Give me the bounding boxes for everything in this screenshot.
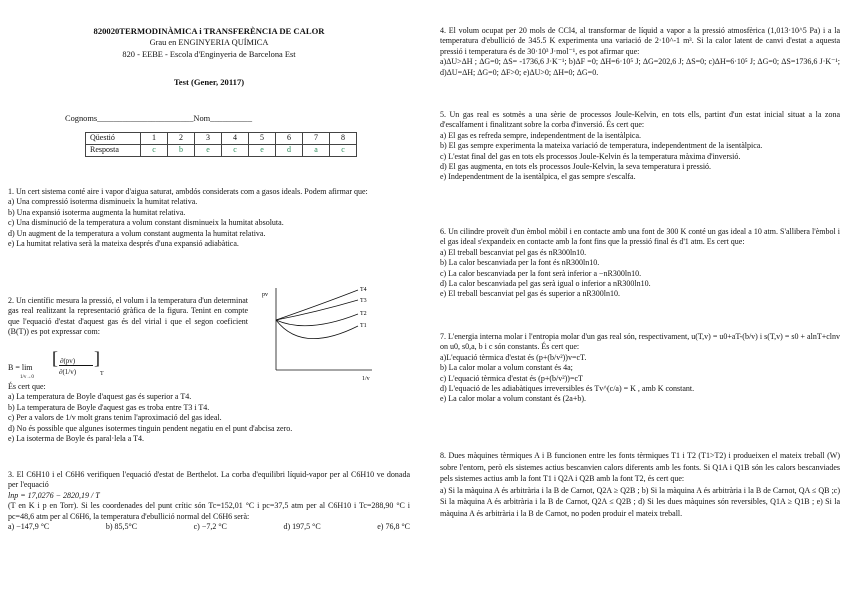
curve-label-T1: T1 bbox=[360, 323, 367, 329]
question-number: 2 bbox=[168, 133, 195, 145]
curve-label-T2: T2 bbox=[360, 311, 367, 317]
student-name-line: Cognoms_______________________Nom__________ bbox=[65, 114, 253, 123]
isotherm-plot bbox=[262, 284, 382, 384]
answer-letter: c bbox=[330, 145, 357, 157]
option: b) 85,5°C bbox=[105, 522, 138, 532]
formula-limit-sub: 1/v→0 bbox=[20, 375, 34, 380]
isotherm-T1 bbox=[276, 320, 358, 339]
question-number: 6 bbox=[276, 133, 303, 145]
question-number: 4 bbox=[222, 133, 249, 145]
options: a) Si la màquina A és arbitrària i la B de Carnot, Q2A ≥ Q2B ; b) Si la màquina A és arbitrària i la B de Carnot, QA ≤ QB ;c) Si la màquina A és arbitrària i la B de Carnot, Q2A ≤ Q2B ; d) Si les dues màquines són reversibles, Q1A ≥ Q1B ; e) Si la màquina A és arbitrària i la B de Carnot, no poden produir el mateix treball. bbox=[440, 485, 840, 518]
option: b) La temperatura de Boyle d'aquest gas es troba entre T3 i T4. bbox=[8, 402, 210, 412]
option: c) −7,2 °C bbox=[193, 522, 227, 532]
option: a) −147,9 °C bbox=[8, 522, 50, 532]
option: e) La calor molar a volum constant és (2a+b). bbox=[440, 394, 587, 404]
question-stem: 6. Un cilindre proveït d'un èmbol mòbil i en contacte amb una font de 300 K conté un gas ideal a 10 atm. S'allibera l'èmbol i el gas ideal s'expandeix en contacte amb la font fins que la pressió final és d'1 atm. Es cert que: bbox=[440, 227, 840, 247]
option: e) El treball bescanviat pel gas és superior a nR300ln10. bbox=[440, 289, 620, 299]
option: c) L'estat final del gas en tots els processos Joule-Kelvin és la temperatura màxima d'inversió. bbox=[440, 151, 741, 161]
option: d) No és possible que algunes isotermes tinguin pendent negatiu en el punt d'abcisa zero. bbox=[8, 423, 293, 433]
option: a) El treball bescanviat pel gas és nR300ln10. bbox=[440, 247, 587, 257]
question-3 bbox=[8, 470, 410, 532]
question-7 bbox=[440, 332, 840, 405]
question-number: 8 bbox=[330, 133, 357, 145]
option: b) El gas sempre experimenta la mateixa variació de temperatura, independentment de la isentàlpica. bbox=[440, 141, 763, 151]
option: c) La calor bescanviada per la font serà inferior a −nR300ln10. bbox=[440, 268, 642, 278]
option: a) Una compressió isoterma disminueix la humitat relativa. bbox=[8, 197, 198, 207]
x-axis-label: 1/v bbox=[362, 376, 370, 382]
answer-table bbox=[85, 132, 357, 157]
answer-letter: b bbox=[168, 145, 195, 157]
formula-fraction-bar bbox=[59, 365, 93, 366]
option: b) La calor molar a volum constant és 4a; bbox=[440, 363, 573, 373]
isotherm-T3 bbox=[276, 300, 358, 320]
lead-text: És cert que: bbox=[8, 382, 46, 391]
question-1 bbox=[8, 187, 410, 249]
option: d) 197,5 °C bbox=[283, 522, 321, 532]
boyle-formula bbox=[8, 348, 158, 385]
formula-lhs: B = lim bbox=[8, 363, 33, 372]
answer-table-row-answers bbox=[86, 145, 357, 157]
answer-letter: c bbox=[141, 145, 168, 157]
question-8 bbox=[440, 450, 840, 520]
option: a) El gas es refreda sempre, independentment de la isentàlpica. bbox=[440, 130, 642, 140]
answer-letter: e bbox=[195, 145, 222, 157]
option: c) Una disminució de la temperatura a volum constant disminueix la humitat absoluta. bbox=[8, 218, 284, 228]
option: e) 76,8 °C bbox=[377, 522, 410, 532]
question-stem-part1: 3. El C6H10 i el C6H6 verifiquen l'equació d'estat de Berthelot. La corba d'equilibri líquid-vapor per al C6H10 ve donada per l'equació bbox=[8, 470, 410, 490]
formula-bracket-close: ] bbox=[94, 348, 100, 368]
option: c) L'equació tèrmica d'estat és (p+(b/v²))=cT bbox=[440, 373, 583, 383]
formula-bracket-open: [ bbox=[52, 348, 58, 368]
course-title: 820020TERMODINÀMICA i TRANSFERÈNCIA DE CALOR bbox=[93, 26, 325, 36]
question-4 bbox=[440, 26, 840, 78]
answer-letter: a bbox=[303, 145, 330, 157]
y-axis-label: pv bbox=[262, 292, 268, 298]
options: a)ΔU>ΔH ; ΔG=0; ΔS= -1736,6 J·K⁻¹; b)ΔF =0; ΔH=6·10⁵ J; ΔG=202,6 J; ΔS=0; c)ΔH=6·10⁵ J; ΔG=0; ΔS=1736,6 J·K⁻¹; d)ΔU=ΔH; ΔG=0; ΔF>0; e)ΔU>0; ΔH=0; ΔG=0. bbox=[440, 57, 840, 77]
question-2-stem-block bbox=[8, 296, 248, 338]
question-2-options bbox=[8, 382, 410, 444]
question-stem: 8. Dues màquines tèrmiques A i B funcionen entre les fonts tèrmiques T1 i T2 (T1>T2) i produeixen el mateix treball (W) sobre l'entorn, però els sistemes actius bescanvien calors diferents amb les fonts. Si Q1A i Q1B són les calors bescanviades pels sistemes actius amb la font T1 i Q2A i Q2B amb la font T2, és cert que: bbox=[440, 451, 840, 484]
option: d) El gas augmenta, en tots els processos Joule-Kelvin, la seva temperatura i pressió. bbox=[440, 162, 712, 172]
question-stem: 7. L'energia interna molar i l'entropia molar d'un gas real són, respectivament, u(T,v) = u0+aT-(b/v) i s(T,v) = s0 + alnT+clnv on u0, s0,a, b i c són constants. És cert que: bbox=[440, 332, 840, 352]
option: d) Un augment de la temperatura a volum constant augmenta la humitat relativa. bbox=[8, 228, 266, 238]
question-5 bbox=[440, 110, 840, 183]
option: c) Per a valors de 1/v molt grans tenim l'aproximació del gas ideal. bbox=[8, 413, 222, 423]
question-6 bbox=[440, 227, 840, 300]
curve-label-T4: T4 bbox=[360, 287, 367, 293]
test-title: Test (Gener, 20117) bbox=[173, 77, 245, 87]
question-stem-part2: (T en K i p en Torr). Si les coordenades del punt crític són Tc=152,01 °C i pc=37,5 atm per al C6H10 i Tc=288,90 °C i pc=48,6 atm per al C6H6, la temperatura d'ebullició normal del C6H6 serà: bbox=[8, 501, 410, 521]
option: e) La humitat relativa serà la mateixa després d'una expansió adiabàtica. bbox=[8, 239, 239, 249]
option: d) L'equació de les adiabàtiques irreversibles és Tv^(c/a) = K , amb K constant. bbox=[440, 384, 695, 394]
question-stem: 2. Un científic mesura la pressió, el volum i la temperatura d'un determinat gas real realitzant la representació gràfica de la figura. Tenint en compte que l'equació d'estat d'aquest gas és del virial i que el segon coeficient (B(T)) es pot expressar com: bbox=[8, 296, 248, 337]
question-number: 5 bbox=[249, 133, 276, 145]
option: b) La calor bescanviada per la font és nR300ln10. bbox=[440, 258, 600, 268]
question-stem: 5. Un gas real es sotmès a una sèrie de processos Joule-Kelvin, en tots ells, partint d'un estat inicial situat a la zona d'escalfament i finalitzant sobre la corba d'inversió. És cert que: bbox=[440, 110, 840, 130]
answer-letter: c bbox=[222, 145, 249, 157]
option: a) La temperatura de Boyle d'aquest gas és superior a T4. bbox=[8, 392, 192, 402]
option: b) Una expansió isoterma augmenta la humitat relativa. bbox=[8, 207, 186, 217]
school-name: 820 - EEBE - Escola d'Enginyeria de Barcelona Est bbox=[122, 50, 296, 59]
question-stem: 4. El volum ocupat per 20 mols de CCl4, al transformar de líquid a vapor a la pressió atmosfèrica (1,013·10^5 Pa) i a la temperatura d'ebullició de 345.5 K experimenta una variació de 2·10^-1 m³. Si la calor latent de canvi d'estat a aquesta pressió i temperatura és de 30·10³ J·mol⁻¹, es pot afirmar que: bbox=[440, 26, 840, 56]
answers-label: Resposta bbox=[86, 145, 141, 157]
curve-label-T3: T3 bbox=[360, 298, 367, 304]
option: a)L'equació tèrmica d'estat és (p+(b/v²))v=cT. bbox=[440, 352, 587, 362]
option: e) Independentment de la isentàlpica, el gas sempre s'escalfa. bbox=[440, 172, 636, 182]
question-number: 1 bbox=[141, 133, 168, 145]
answer-table-row-questions bbox=[86, 133, 357, 145]
options-row bbox=[8, 522, 410, 532]
option: e) La isoterma de Boyle és paral·lela a T4. bbox=[8, 434, 145, 444]
question-number: 7 bbox=[303, 133, 330, 145]
berthelot-equation: lnp = 17,0276 − 2820,19 / T bbox=[8, 490, 100, 500]
option: d) La calor bescanviada pel gas serà igual o inferior a nR300ln10. bbox=[440, 279, 651, 289]
answer-letter: e bbox=[249, 145, 276, 157]
formula-denominator: ∂(1/v) bbox=[59, 368, 77, 376]
questions-label: Qüestió bbox=[86, 133, 141, 145]
question-number: 3 bbox=[195, 133, 222, 145]
question-stem: 1. Un cert sistema conté aire i vapor d'aigua saturat, ambdós considerats com a gasos ideals. Podem afirmar que: bbox=[8, 187, 368, 196]
isotherm-T4 bbox=[276, 290, 358, 320]
formula-numerator: ∂(pv) bbox=[60, 357, 76, 365]
answer-letter: d bbox=[276, 145, 303, 157]
degree-name: Grau en ENGINYERIA QUÍMICA bbox=[149, 38, 269, 47]
formula-subscript-T: T bbox=[100, 371, 104, 377]
